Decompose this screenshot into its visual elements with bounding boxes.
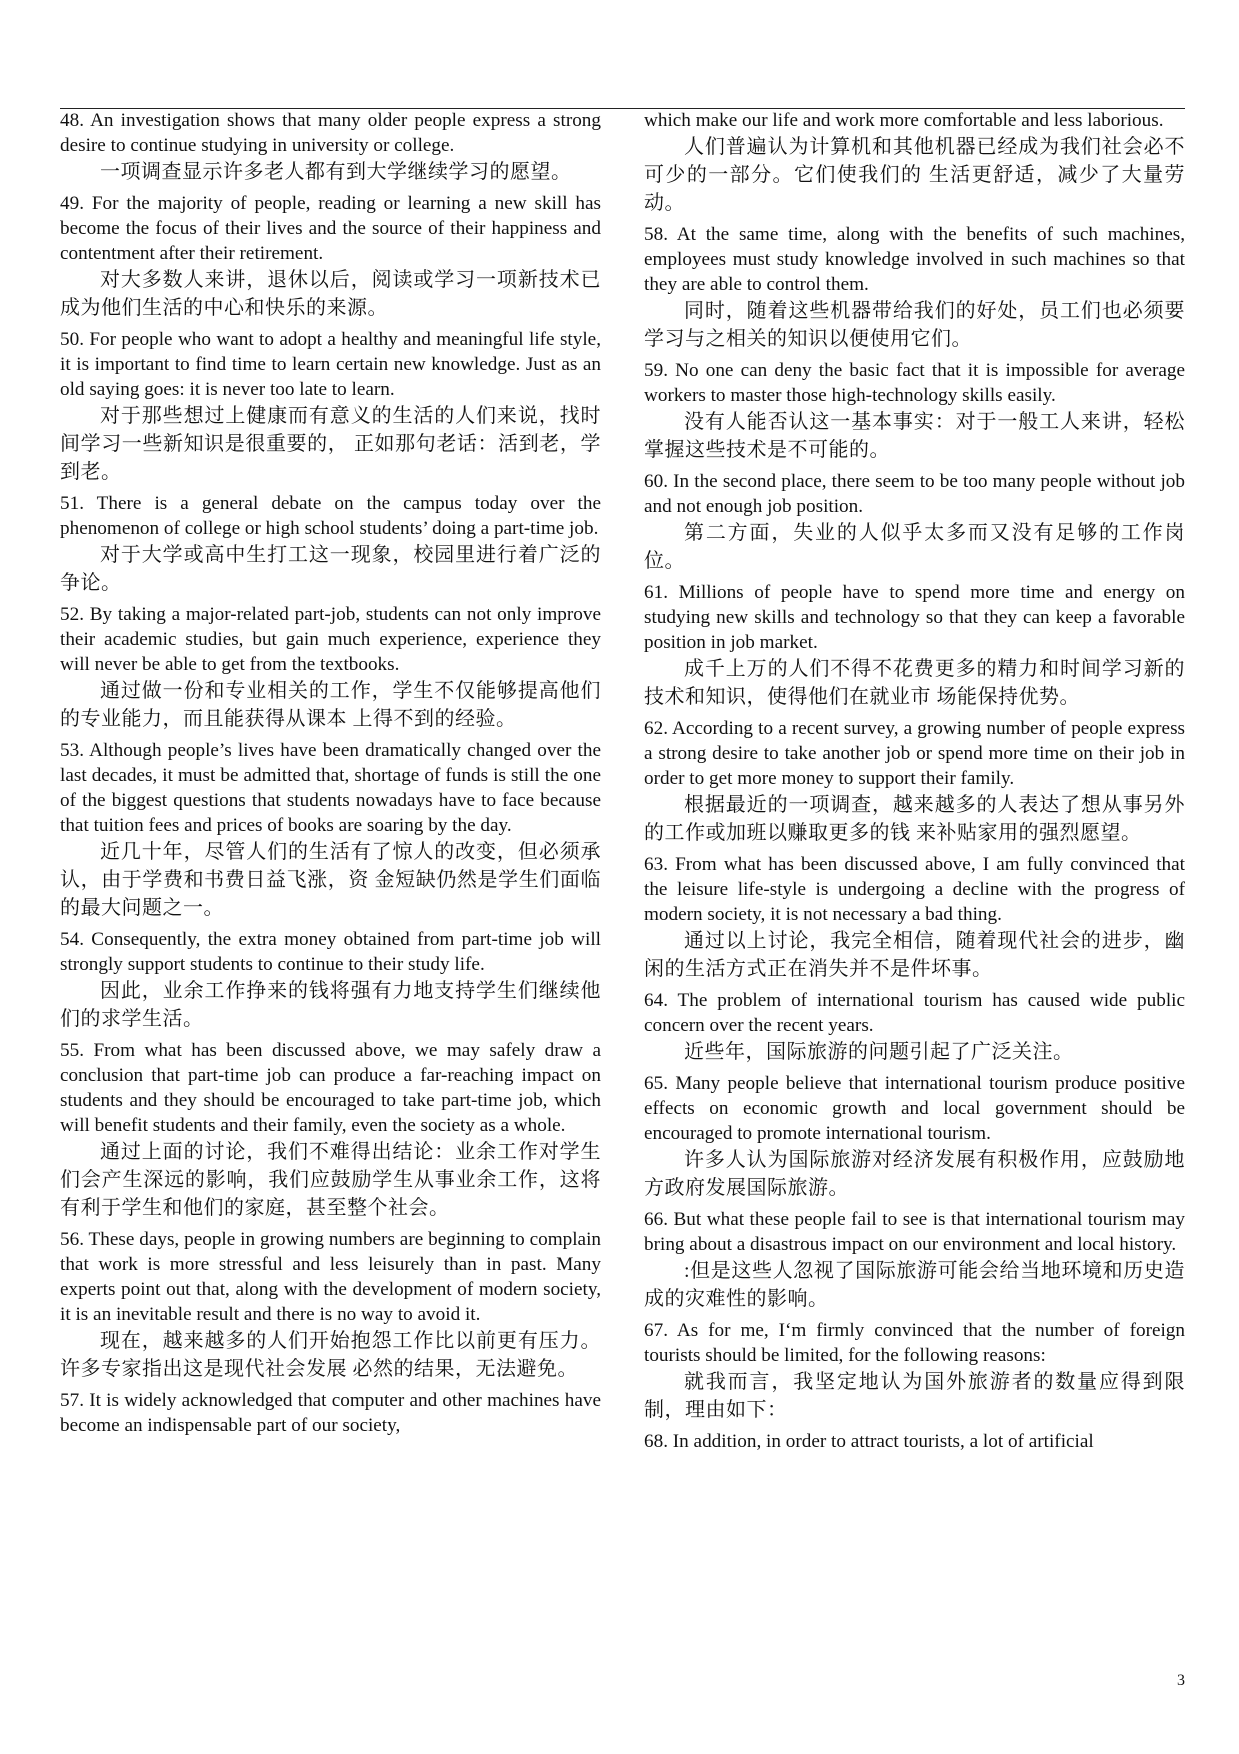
sentence-entry [644, 222, 1185, 353]
sentence-entry [644, 716, 1185, 847]
chinese-translation: 就我而言，我坚定地认为国外旅游者的数量应得到限制，理由如下： [644, 1371, 1185, 1421]
sentence-entry [60, 1388, 601, 1438]
english-sentence: 65. Many people believe that international tourism produce positive effects on economic growth and local government should be encouraged to promote international tourism. [644, 1073, 1185, 1144]
sentence-entry [644, 469, 1185, 575]
sentence-entry [644, 1429, 1185, 1454]
sentence-entry [644, 1318, 1185, 1424]
english-sentence: 59. No one can deny the basic fact that it is impossible for average workers to master those high-technology skills easily. [644, 360, 1185, 406]
sentence-entry [60, 491, 601, 597]
english-sentence: 66. But what these people fail to see is that international tourism may bring about a disastrous impact on our environment and local history. [644, 1209, 1185, 1255]
sentence-entry [60, 1227, 601, 1383]
english-sentence: which make our life and work more comfortable and less laborious. [644, 110, 1164, 131]
english-sentence: 68. In addition, in order to attract tourists, a lot of artificial [644, 1431, 1094, 1452]
chinese-translation: 第二方面，失业的人似乎太多而又没有足够的工作岗位。 [644, 522, 1185, 572]
sentence-entry [60, 191, 601, 322]
left-column [60, 108, 601, 1443]
chinese-translation: 因此，业余工作挣来的钱将强有力地支持学生们继续他们的求学生活。 [60, 980, 601, 1030]
english-sentence: 62. According to a recent survey, a growing number of people express a strong desire to take another job or spend more time on their job in order to get more money to support their family. [644, 718, 1185, 789]
page-number: 3 [1177, 1672, 1185, 1689]
chinese-translation: 根据最近的一项调查，越来越多的人表达了想从事另外的工作或加班以赚取更多的钱 来补贴家用的强烈愿望。 [644, 794, 1185, 844]
sentence-entry [60, 327, 601, 486]
english-sentence: 54. Consequently, the extra money obtained from part-time job will strongly support students to continue to their study life. [60, 929, 601, 975]
chinese-translation: 近几十年，尽管人们的生活有了惊人的改变，但必须承认，由于学费和书费日益飞涨，资 金短缺仍然是学生们面临的最大问题之一。 [60, 841, 601, 919]
english-sentence: 67. As for me, I‘m firmly convinced that the number of foreign tourists should be limited, for the following reasons: [644, 1320, 1185, 1366]
chinese-translation: :但是这些人忽视了国际旅游可能会给当地环境和历史造成的灾难性的影响。 [644, 1260, 1185, 1310]
right-column [644, 108, 1185, 1459]
english-sentence: 57. It is widely acknowledged that computer and other machines have become an indispensable part of our society, [60, 1390, 601, 1436]
chinese-translation: 现在，越来越多的人们开始抱怨工作比以前更有压力。许多专家指出这是现代社会发展 必然的结果，无法避免。 [60, 1330, 601, 1380]
sentence-entry [60, 602, 601, 733]
chinese-translation: 一项调查显示许多老人都有到大学继续学习的愿望。 [100, 161, 572, 183]
sentence-entry [644, 108, 1185, 217]
chinese-translation: 通过以上讨论，我完全相信，随着现代社会的进步，幽闲的生活方式正在消失并不是件坏事。 [644, 930, 1185, 980]
sentence-entry [644, 358, 1185, 464]
sentence-entry [60, 1038, 601, 1222]
chinese-translation: 通过做一份和专业相关的工作，学生不仅能够提高他们的专业能力，而且能获得从课本 上得不到的经验。 [60, 680, 601, 730]
english-sentence: 55. From what has been discussed above, we may safely draw a conclusion that part-time job can produce a far-reaching impact on students and they should be encouraged to take part-time job, which will benefit students and their family, even the society as a whole. [60, 1040, 601, 1136]
chinese-translation: 近些年，国际旅游的问题引起了广泛关注。 [684, 1041, 1074, 1063]
english-sentence: 63. From what has been discussed above, I am fully convinced that the leisure life-style is undergoing a decline with the progress of modern society, it is not necessary a bad thing. [644, 854, 1185, 925]
sentence-entry [644, 852, 1185, 983]
chinese-translation: 对于那些想过上健康而有意义的生活的人们来说，找时间学习一些新知识是很重要的， 正如那句老话：活到老，学到老。 [60, 405, 601, 483]
sentence-entry [644, 988, 1185, 1066]
english-sentence: 60. In the second place, there seem to be too many people without job and not enough job position. [644, 471, 1185, 517]
sentence-entry [644, 580, 1185, 711]
chinese-translation: 人们普遍认为计算机和其他机器已经成为我们社会必不可少的一部分。它们使我们的 生活更舒适，减少了大量劳动。 [644, 136, 1185, 214]
english-sentence: 64. The problem of international tourism has caused wide public concern over the recent years. [644, 990, 1185, 1036]
english-sentence: 61. Millions of people have to spend more time and energy on studying new skills and technology so that they can keep a favorable position in job market. [644, 582, 1185, 653]
english-sentence: 52. By taking a major-related part-job, students can not only improve their academic studies, but gain much experience, experience they will never be able to get from the textbooks. [60, 604, 601, 675]
chinese-translation: 没有人能否认这一基本事实：对于一般工人来讲，轻松掌握这些技术是不可能的。 [644, 411, 1185, 461]
english-sentence: 58. At the same time, along with the benefits of such machines, employees must study knowledge involved in such machines so that they are able to control them. [644, 224, 1185, 295]
chinese-translation: 许多人认为国际旅游对经济发展有积极作用，应鼓励地方政府发展国际旅游。 [644, 1149, 1185, 1199]
chinese-translation: 对于大学或高中生打工这一现象，校园里进行着广泛的争论。 [60, 544, 601, 594]
sentence-entry [644, 1207, 1185, 1313]
english-sentence: 53. Although people’s lives have been dramatically changed over the last decades, it must be admitted that, shortage of funds is still the one of the biggest questions that students nowadays have to face because that tuition fees and prices of books are soaring by the day. [60, 740, 601, 836]
english-sentence: 56. These days, people in growing numbers are beginning to complain that work is more stressful and less leisurely than in past. Many experts point out that, along with the development of modern society, it is an inevitable result and there is no way to avoid it. [60, 1229, 601, 1325]
sentence-entry [60, 738, 601, 922]
chinese-translation: 通过上面的讨论，我们不难得出结论：业余工作对学生们会产生深远的影响，我们应鼓励学生从事业余工作，这将有利于学生和他们的家庭，甚至整个社会。 [60, 1141, 601, 1219]
sentence-entry [60, 108, 601, 186]
chinese-translation: 同时，随着这些机器带给我们的好处，员工们也必须要学习与之相关的知识以便使用它们。 [644, 300, 1185, 350]
chinese-translation: 对大多数人来讲，退休以后，阅读或学习一项新技术已成为他们生活的中心和快乐的来源。 [60, 269, 601, 319]
english-sentence: 49. For the majority of people, reading or learning a new skill has become the focus of their lives and the source of their happiness and contentment after their retirement. [60, 193, 601, 264]
english-sentence: 50. For people who want to adopt a healthy and meaningful life style, it is important to find time to learn certain new knowledge. Just as an old saying goes: it is never too late to learn. [60, 329, 601, 400]
sentence-entry [644, 1071, 1185, 1202]
english-sentence: 51. There is a general debate on the campus today over the phenomenon of college or high school students’ doing a part-time job. [60, 493, 601, 539]
sentence-entry [60, 927, 601, 1033]
english-sentence: 48. An investigation shows that many older people express a strong desire to continue studying in university or college. [60, 110, 601, 156]
chinese-translation: 成千上万的人们不得不花费更多的精力和时间学习新的技术和知识，使得他们在就业市 场能保持优势。 [644, 658, 1185, 708]
